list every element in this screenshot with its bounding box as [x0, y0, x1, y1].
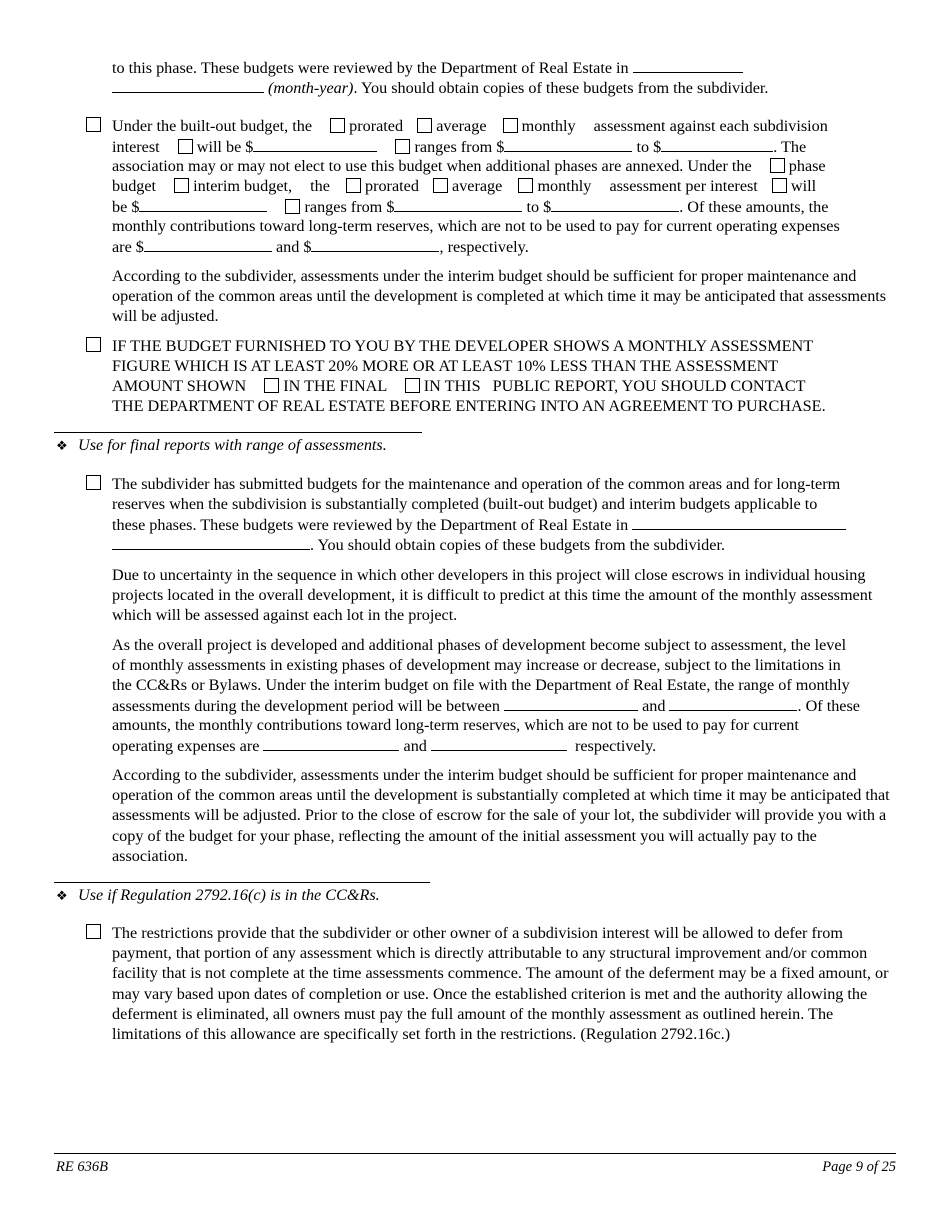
- builtout-line-2: interest will be $ ranges from $ to $ . The: [112, 138, 807, 156]
- form-number: RE 636B: [56, 1159, 108, 1175]
- average-checkbox[interactable]: [417, 118, 432, 133]
- prorated-checkbox[interactable]: [330, 118, 345, 133]
- range-report-checkbox[interactable]: [86, 475, 101, 490]
- interim-sufficiency-paragraph: According to the subdivider, assessments under the interim budget should be sufficient for proper maintenance and operation of the common areas until the development is substantially completed at which time it may be anticipated that assessments will be adjusted. Prior to the close of escrow for the sale of your lot, the subdivider will provide you with a copy of the budget for your phase, reflecting the amount of the initial assessment you will actually pay to the association.: [112, 766, 890, 865]
- range-high-blank[interactable]: [661, 136, 773, 152]
- range-p1-line-4: . You should obtain copies of these budgets from the subdivider.: [112, 534, 725, 555]
- warning-line-4: THE DEPARTMENT OF REAL ESTATE BEFORE ENTERING INTO AN AGREEMENT TO PURCHASE.: [112, 397, 826, 415]
- builtout-line-1: Under the built-out budget, the prorated average monthly assessment against each subdivision: [112, 117, 828, 135]
- reserve-amount-2-blank[interactable]: [311, 236, 439, 252]
- range-review-date-blank[interactable]: [632, 514, 846, 530]
- range-p3-line-6: operating expenses are and respectively.: [112, 737, 657, 755]
- builtout-line-5: be $ ranges from $ to $ . Of these amounts, the: [112, 198, 829, 216]
- builtout-line-4: budget interim budget, the prorated average monthly assessment per interest will: [112, 177, 817, 195]
- reserve-amount-1-blank[interactable]: [144, 236, 272, 252]
- interim-budget-checkbox[interactable]: [174, 178, 189, 193]
- range-p3-line-5: amounts, the monthly contributions toward long-term reserves, which are not to be used to pay for current: [112, 716, 799, 734]
- monthly-checkbox[interactable]: [503, 118, 518, 133]
- carryover-line-1: to this phase. These budgets were reviewed by the Department of Real Estate in: [112, 57, 743, 78]
- interim-monthly-checkbox[interactable]: [518, 178, 533, 193]
- builtout-line-6: monthly contributions toward long-term reserves, which are not to be used to pay for current operating expenses: [112, 217, 840, 235]
- section-divider: [54, 432, 422, 433]
- builtout-checkbox[interactable]: [86, 117, 101, 132]
- interim-range-high-blank[interactable]: [551, 196, 679, 212]
- ranges-from-checkbox[interactable]: [395, 139, 410, 154]
- range-p3-line-4: assessments during the development period will be between and . Of these: [112, 697, 860, 715]
- range-p1-line-3: these phases. These budgets were reviewed by the Department of Real Estate in: [112, 514, 846, 535]
- builtout-line-3: association may or may not elect to use this budget when additional phases are annexed. Under the phase: [112, 157, 826, 175]
- section-heading-regulation: ❖ Use if Regulation 2792.16(c) is in the CC&Rs.: [56, 885, 380, 906]
- interim-amount-blank[interactable]: [139, 196, 267, 212]
- warning-checkbox[interactable]: [86, 337, 101, 352]
- range-p1-line-2: reserves when the subdivision is substantially completed (built-out budget) and interim budgets applicable to: [112, 495, 818, 513]
- range-high-amount-blank[interactable]: [669, 695, 797, 711]
- interim-prorated-checkbox[interactable]: [346, 178, 361, 193]
- will-be-amount-blank[interactable]: [253, 136, 377, 152]
- carryover-line-2: (month-year). You should obtain copies of these budgets from the subdivider.: [112, 77, 768, 98]
- page-number: Page 9 of 25: [822, 1159, 896, 1175]
- will-be-checkbox[interactable]: [178, 139, 193, 154]
- in-this-checkbox[interactable]: [405, 378, 420, 393]
- bullet-diamond-icon: ❖: [56, 888, 68, 903]
- interim-average-checkbox[interactable]: [433, 178, 448, 193]
- interim-will-be-checkbox[interactable]: [772, 178, 787, 193]
- reserve-high-blank[interactable]: [431, 735, 567, 751]
- range-p3-line-1: As the overall project is developed and additional phases of development become subject to assessment, the level: [112, 636, 847, 654]
- footer-rule: [54, 1153, 896, 1154]
- section-divider-2: [54, 882, 430, 883]
- warning-line-2: FIGURE WHICH IS AT LEAST 20% MORE OR AT LEAST 10% LESS THAN THE ASSESSMENT: [112, 357, 779, 375]
- range-month-year-blank[interactable]: [112, 534, 310, 550]
- section-heading-range: ❖ Use for final reports with range of assessments.: [56, 435, 387, 456]
- builtout-line-7: are $ and $ , respectively.: [112, 238, 529, 256]
- warning-line-1: IF THE BUDGET FURNISHED TO YOU BY THE DEVELOPER SHOWS A MONTHLY ASSESSMENT: [112, 337, 814, 355]
- phase-budget-checkbox[interactable]: [770, 158, 785, 173]
- review-date-blank[interactable]: [633, 57, 743, 73]
- range-p1-line-1: The subdivider has submitted budgets for the maintenance and operation of the common areas and for long-term: [112, 475, 841, 493]
- in-the-final-checkbox[interactable]: [264, 378, 279, 393]
- interim-ranges-checkbox[interactable]: [285, 199, 300, 214]
- deferment-checkbox[interactable]: [86, 924, 101, 939]
- range-p3-line-2: of monthly assessments in existing phases of development may increase or decrease, subject to the limitations in: [112, 656, 841, 674]
- bullet-diamond-icon: ❖: [56, 438, 68, 453]
- range-low-amount-blank[interactable]: [504, 695, 638, 711]
- deferment-paragraph: The restrictions provide that the subdivider or other owner of a subdivision interest will be allowed to defer from payment, that portion of any assessment which is directly attributable to any structural improvement and/or common facility that is not complete at the time assessments commence. The amount of the deferment may be a fixed amount, or may vary based upon dates of completion or use. Once the established criterion is met and the authority allowing the deferment is eliminated, all owners must pay the full amount of the monthly assessment as outlined herein. The limitations of this allowance are specifically set forth in the restrictions. (Regulation 2792.16c.): [112, 924, 889, 1044]
- range-p3-line-3: the CC&Rs or Bylaws. Under the interim budget on file with the Department of Real Estate, the range of monthly: [112, 676, 850, 694]
- interim-range-low-blank[interactable]: [394, 196, 522, 212]
- warning-line-3: AMOUNT SHOWN IN THE FINAL IN THIS PUBLIC REPORT, YOU SHOULD CONTACT: [112, 377, 806, 395]
- sufficiency-paragraph: According to the subdivider, assessments under the interim budget should be sufficient for proper maintenance and operation of the common areas until the development is completed at which time it may be anticipated that assessments will be adjusted.: [112, 267, 887, 326]
- range-low-blank[interactable]: [504, 136, 632, 152]
- reserve-low-blank[interactable]: [263, 735, 399, 751]
- uncertainty-paragraph: Due to uncertainty in the sequence in which other developers in this project will close escrows in individual housing projects located in the overall development, it is difficult to predict at this time the amount of the monthly assessment which will be assessed against each lot in the project.: [112, 566, 873, 625]
- month-year-blank[interactable]: [112, 77, 264, 93]
